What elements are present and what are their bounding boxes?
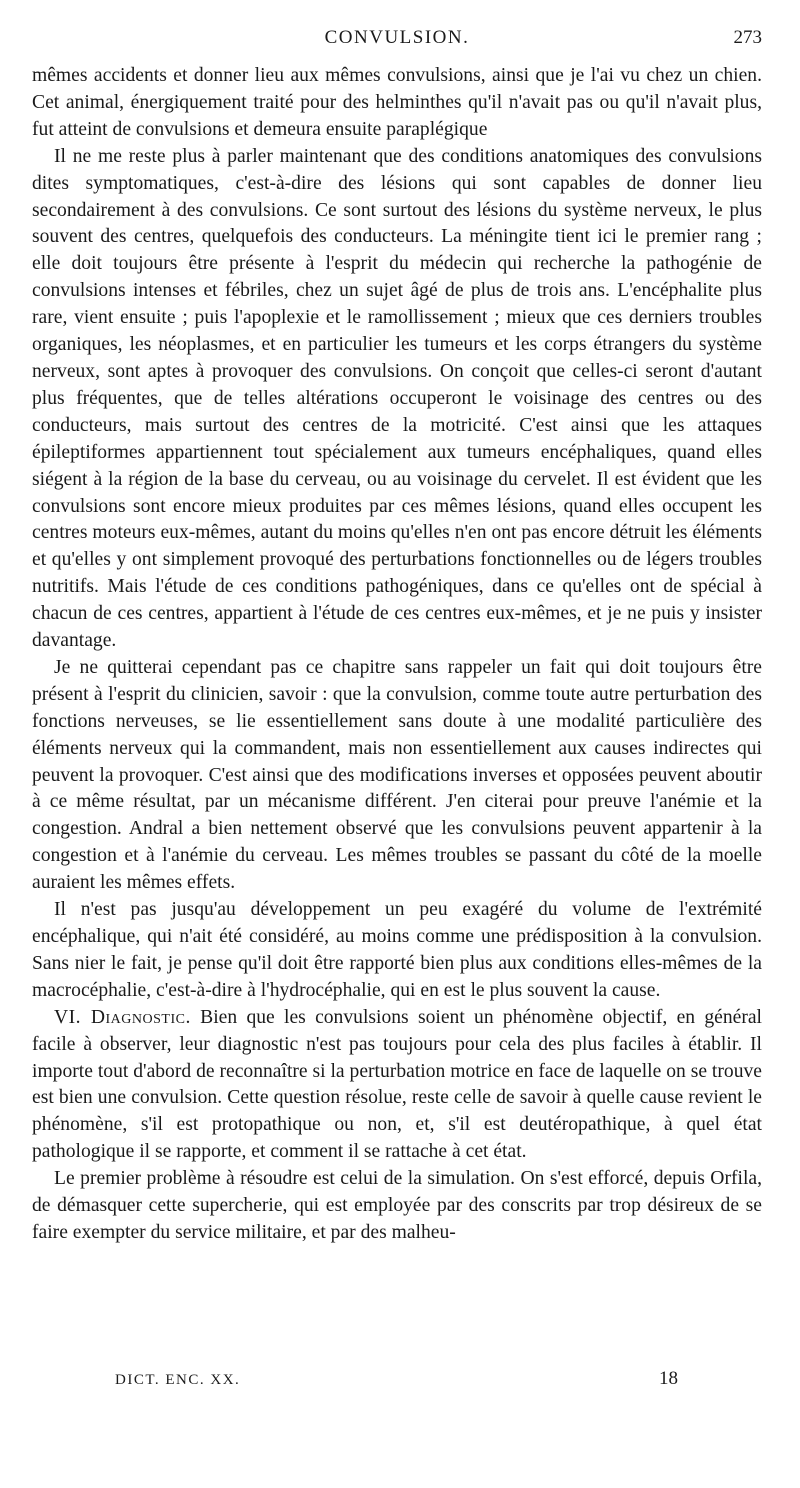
- section-heading: VI. Diagnostic.: [54, 1006, 191, 1028]
- footer-signature: DICT. ENC. XX.: [115, 1372, 241, 1388]
- paragraph-text: Il ne me reste plus à parler maintenant que des conditions anatomiques des convulsions dites symptomatiques, c'est-à-dire des lésions qui sont capables de donner lieu secondairement à des convulsions. Ce sont surtout des lésions du système nerveux, le plus souvent des centres, quelquefois des conducteurs. La méningite tient ici le premier rang ; elle doit toujours être présente à l'esprit du médecin qui recherche la pathogénie de convulsions intenses et fébriles, chez un sujet âgé de plus de trois ans. L'encéphalite plus rare, vient ensuite ; puis l'apoplexie et le ramollissement ; mieux que ces derniers troubles organiques, les néoplasmes, et en particulier les tumeurs et les corps étrangers du système nerveux, sont aptes à provoquer des convulsions. On conçoit que celles-ci seront d'autant plus fréquentes, que de telles altérations occuperont le voisinage des centres ou des conducteurs, mais surtout des centres de la motricité. C'est ainsi que les attaques épileptiformes appartiennent tout spécialement aux tumeurs encéphaliques, quand elles siégent à la région de la base du cerveau, ou au voisinage du cervelet. Il est évident que les convulsions sont encore mieux produites par ces mêmes lésions, quand elles occupent les centres moteurs eux-mêmes, autant du moins qu'elles n'en ont pas encore détruit les éléments et qu'elles y ont simplement provoqué des perturbations fonctionnelles ou de légers troubles nutritifs. Mais l'étude de ces conditions pathogéniques, dans ce qu'elles ont de spécial à chacun de ces centres, appartient à l'étude de ces centres eux-mêmes, et je ne puis y insister davantage.: [32, 145, 762, 652]
- paragraph-simulation: [32, 1166, 762, 1247]
- page-number: 273: [733, 27, 762, 48]
- paragraph-continuation: [32, 63, 762, 144]
- paragraph-clinician-note: [32, 655, 762, 897]
- body-text: [32, 63, 762, 1247]
- paragraph-text: Bien que les convulsions soient un phénomène objectif, en général facile à observer, leur diagnostic n'est pas toujours pour cela des plus faciles à établir. Il importe tout d'abord de reconnaître si la perturbation motrice en face de laquelle on se trouve est bien une convulsion. Cette question résolue, reste celle de savoir à quelle cause revient le phénomène, s'il est protopathique ou non, et, s'il est deutéropathique, à quel état pathologique il se rapporte, et comment il se rattache à cet état.: [32, 1006, 762, 1163]
- running-title: CONVULSION.: [324, 27, 470, 48]
- paragraph-macrocephaly: [32, 897, 762, 1005]
- paragraph-diagnostic: [32, 1005, 762, 1166]
- running-head: [32, 27, 762, 55]
- paragraph-text: Le premier problème à résoudre est celui de la simulation. On s'est efforcé, depuis Orfila, de démasquer cette supercherie, qui est employée par des conscrits par trop désireux de se faire exempter du service militaire, et par des malheu-: [32, 1168, 762, 1243]
- paragraph-anatomical-conditions: [32, 144, 762, 655]
- paragraph-text: Il n'est pas jusqu'au développement un peu exagéré du volume de l'extrémité encéphalique, qui n'ait été considéré, au moins comme une prédisposition à la convulsion. Sans nier le fait, je pense qu'il doit être rapporté bien plus aux conditions elles-mêmes de la macrocéphalie, c'est-à-dire à l'hydrocéphalie, qui en est le plus souvent la cause.: [32, 899, 762, 1001]
- paragraph-text: mêmes accidents et donner lieu aux mêmes convulsions, ainsi que je l'ai vu chez un chien. Cet animal, énergiquement traité pour des helminthes qu'il n'avait pas ou qu'il n'avait plus, fut atteint de convulsions et demeura ensuite paraplégique: [32, 65, 762, 140]
- signature-mark: 18: [659, 1368, 678, 1389]
- paragraph-text: Je ne quitterai cependant pas ce chapitre sans rappeler un fait qui doit toujours être présent à l'esprit du clinicien, savoir : que la convulsion, comme toute autre perturbation des fonctions nerveuses, se lie essentiellement sans doute à une modalité particulière des éléments nerveux qui la commandent, mais non essentiellement aux causes indirectes qui peuvent la provoquer. C'est ainsi que des modifications inverses et opposées peuvent aboutir à ce même résultat, par un mécanisme différent. J'en citerai pour preuve l'anémie et la congestion. Andral a bien nettement observé que les convulsions peuvent appartenir à la congestion et à l'anémie du cerveau. Les mêmes troubles se passant du côté de la moelle auraient les mêmes effets.: [32, 656, 762, 894]
